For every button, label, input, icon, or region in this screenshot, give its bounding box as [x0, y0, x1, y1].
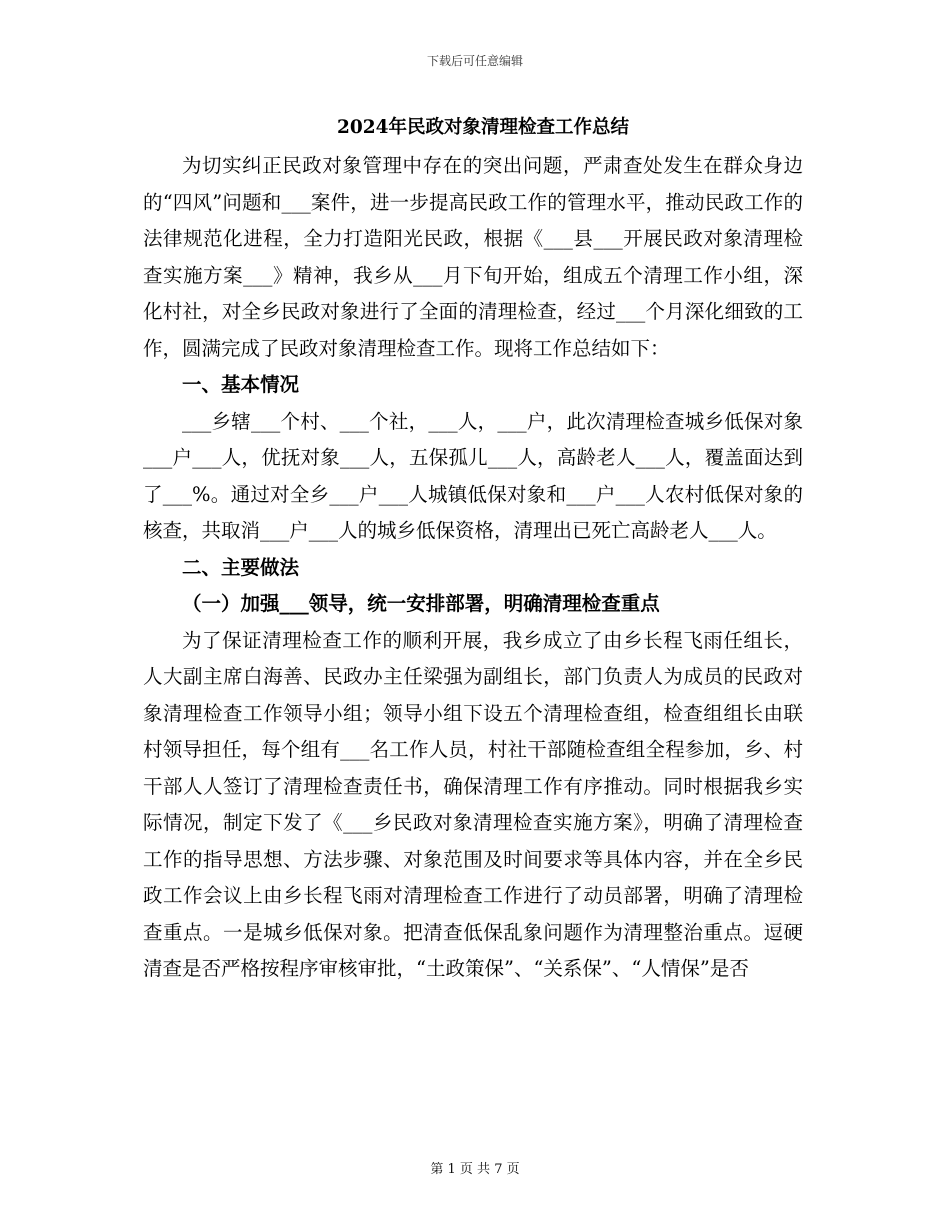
document-body	[143, 108, 803, 988]
section-1-paragraph: ___乡辖___个村、___个社，___人，___户，此次清理检查城乡低保对象___户___人，优抚对象___人，五保孤儿___人，高龄老人___人，覆盖面达到了___%。通过对全乡___户___人城镇低保对象和___户___人农村低保对象的核查，共取消___户___人的城乡低保资格，清理出已死亡高龄老人___人。	[143, 409, 803, 542]
page-header: 下载后可任意编辑	[426, 54, 523, 68]
intro-paragraph: 为切实纠正民政对象管理中存在的突出问题，严肃查处发生在群众身边的“四风”问题和___案件，进一步提高民政工作的管理水平，推动民政工作的法律规范化进程，全力打造阳光民政，根据《___县___开展民政对象清理检查实施方案___》精神，我乡从___月下旬开始，组成五个清理工作小组，深化村社，对全乡民政对象进行了全面的清理检查，经过___个月深化细致的工作，圆满完成了民政对象清理检查工作。现将工作总结如下：	[143, 154, 803, 360]
section-2-heading: 二、主要做法	[182, 555, 300, 579]
section-1-heading: 一、基本情况	[182, 373, 300, 396]
subsection-1-heading: （一）加强___领导，统一安排部署，明确清理检查重点	[182, 592, 660, 615]
subsection-1-paragraph: 为了保证清理检查工作的顺利开展，我乡成立了由乡长程飞雨任组长，人大副主席白海善、民政办主任梁强为副组长，部门负责人为成员的民政对象清理检查工作领导小组；领导小组下设五个清理检查组，检查组组长由联村领导担任，每个组有___名工作人员，村社干部随检查组全程参加，乡、村干部人人签订了清理检查责任书，确保清理工作有序推动。同时根据我乡实际情况，制定下发了《___乡民政对象清理检查实施方案》，明确了清理检查工作的指导思想、方法步骤、对象范围及时间要求等具体内容，并在全乡民政工作会议上由乡长程飞雨对清理检查工作进行了动员部署，明确了清理检查重点。一是城乡低保对象。把清查低保乱象问题作为清理整治重点。逗硬清查是否严格按程序审核审批，“土政策保”、“关系保”、“人情保”是否	[143, 628, 803, 980]
page-footer: 第 1 页 共 7 页	[430, 1162, 520, 1177]
document-title: 2024年民政对象清理检查工作总结	[337, 117, 629, 138]
